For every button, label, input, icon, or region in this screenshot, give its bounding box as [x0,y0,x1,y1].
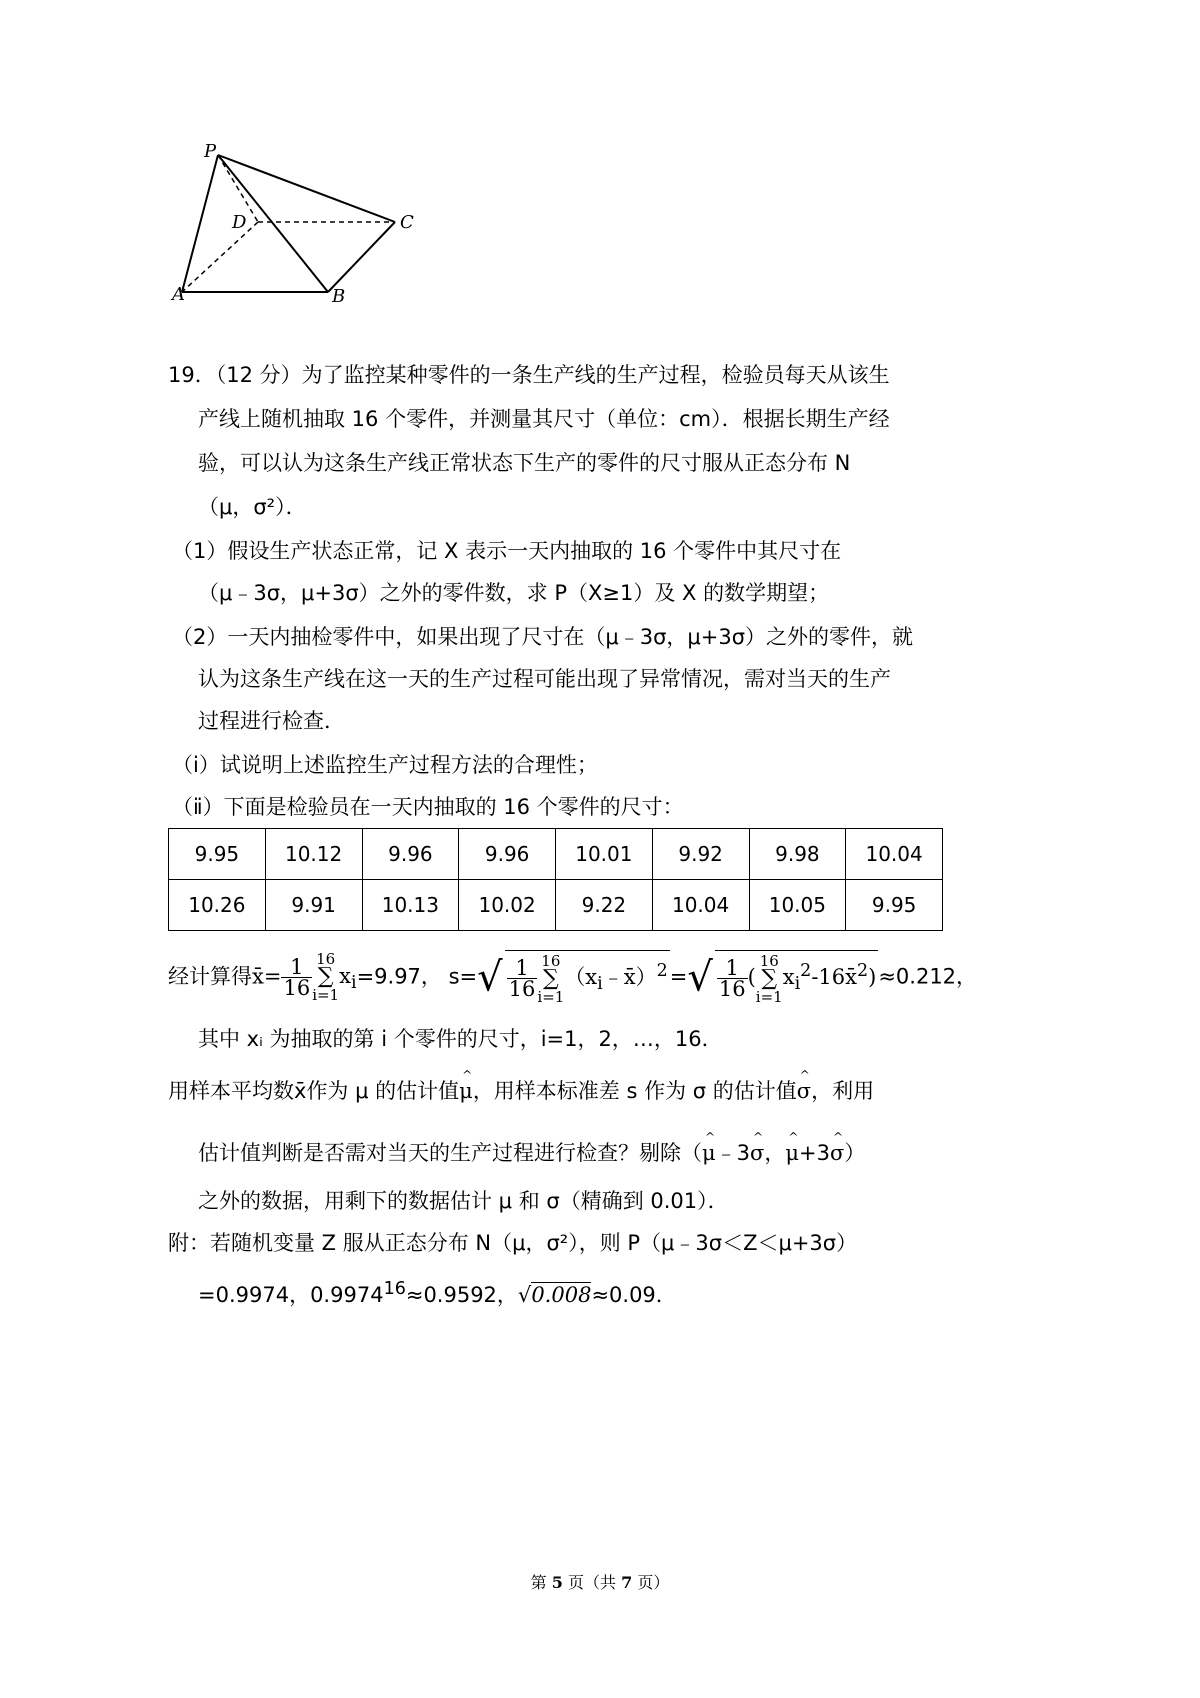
part2-line-2: 认为这条生产线在这一天的生产过程可能出现了异常情况，需对当天的生产 [198,667,891,691]
sigma-hat: ^ σ [797,1076,811,1106]
radical-sign: √ [477,954,503,1001]
fraction-denominator-c: 16 [718,977,746,1001]
label-a: A [172,284,185,305]
summation [312,951,339,1003]
problem-line-3: 验，可以认为这条生产线正常状态下生产的零件的尺寸服从正态分布 N [198,451,851,475]
footer-text-a: 第 [530,1573,552,1592]
table-cell: 10.04 [652,880,749,931]
dev-sub: i [597,974,603,995]
table-cell: 10.05 [749,880,846,931]
fraction-1-16 [281,954,312,1000]
part2-line-3: 过程进行检查． [198,709,345,733]
table-cell: 10.26 [169,880,266,931]
paren-open: ( [747,965,756,989]
mu-hat-3: ^ μ [785,1138,799,1168]
sub-question-ii: （ⅱ）下面是检验员在一天内抽取的 16 个零件的尺寸： [172,795,684,819]
summation-c [756,953,783,1005]
table-cell: 9.96 [459,829,556,880]
xbar-square: 2 [856,961,869,981]
estimate-text-e: ，利用 [811,1079,875,1103]
table-cell: 10.01 [556,829,653,880]
footer-text-c: 页） [632,1573,670,1592]
xi-term [339,964,357,994]
edge-pa [182,155,218,292]
table-row [169,880,943,931]
fraction-denominator-b: 16 [508,977,536,1001]
edge-da [182,222,258,292]
measurements-table-body [169,829,943,931]
label-d: D [232,212,247,233]
sum-lower-b: i=1 [537,987,565,1006]
summation-b [537,953,564,1005]
part2-line-1: （2）一天内抽检零件中，如果出现了尺寸在（μ﹣3σ，μ+3σ）之外的零件，就 [172,625,914,649]
problem-line-2: 产线上随机抽取 16 个零件，并测量其尺寸（单位：cm）．根据长期生产经 [198,407,890,431]
equals-2: = [669,964,688,989]
stats-prefix: 经计算得 [168,964,252,989]
appendix-line-2 [198,1274,677,1310]
estimate2-comma: ， [764,1141,786,1165]
estimate-text-c: 作为 μ 的估计值 [306,1079,460,1103]
table-cell: 9.22 [556,880,653,931]
footer-page-number: 5 [551,1573,563,1592]
sigma-hat-2: ^ σ [750,1138,764,1168]
sigma-symbol-c: ∑ [761,965,778,991]
where-line: 其中 xᵢ 为抽取的第 i 个零件的尺寸，i=1，2，…，16． [198,1027,723,1051]
table-cell: 10.12 [265,829,362,880]
pyramid-figure [170,140,470,330]
table-cell: 10.13 [362,880,459,931]
statistics-formula [168,950,977,1005]
estimate2-minus3: ﹣3 [715,1141,751,1165]
table-cell: 9.92 [652,829,749,880]
fraction-numerator-b: 1 [507,958,538,979]
xbar-symbol: x̄ [294,1079,307,1103]
problem-number: 19． [168,363,216,387]
measurements-table [168,828,943,931]
footer-total-pages: 7 [621,1573,633,1592]
fraction-denominator: 16 [283,975,311,1000]
sqrt-alt-variance [715,950,878,1005]
mu-hat-2: ^ μ [702,1138,716,1168]
table-cell: 9.95 [846,880,943,931]
appendix-line-1: 附：若随机变量 Z 服从正态分布 N（μ，σ²），则 P（μ﹣3σ＜Z＜μ+3σ） [168,1231,858,1255]
xbar-equals: x̄= [252,964,282,989]
estimate-line-1 [168,1076,874,1106]
mu-hat: ^ μ [459,1076,473,1106]
sum-lower-c: i=1 [755,987,783,1006]
estimate2-close: ） [844,1141,866,1165]
xi2-sub: i [794,974,801,995]
s-equals: s= [448,964,478,989]
sigma-symbol: ∑ [317,964,334,990]
table-row [169,829,943,880]
label-c: C [400,212,414,233]
xi2-sup: 2 [800,961,812,981]
fraction-numerator: 1 [281,957,312,978]
estimate-line-2 [198,1138,865,1168]
table-cell: 10.04 [846,829,943,880]
appendix-text-a: =0.9974，0.9974 [198,1283,384,1307]
sub-question-i: （ⅰ）试说明上述监控生产过程方法的合理性； [172,753,598,777]
sum-lower: i=1 [312,986,340,1005]
estimate-text-a: 用样本平均数 [168,1079,294,1103]
xi-var: x [339,964,351,989]
page-footer [0,1570,1200,1593]
problem-line-1 [168,360,890,390]
table-cell: 9.96 [362,829,459,880]
problem-text: （12 分）为了监控某种零件的一条生产线的生产过程，检验员每天从该生 [215,363,890,387]
part1-line-2: （μ﹣3σ，μ+3σ）之外的零件数，求 P（X≥1）及 X 的数学期望； [198,581,830,605]
problem-line-4: （μ，σ²）． [198,495,307,519]
estimate2-plus3: +3 [799,1141,830,1165]
square: 2 [656,961,668,981]
xi-sub: i [350,973,357,994]
fraction-1-16-b [507,958,538,999]
fraction-1-16-c [717,958,748,999]
part1-line-1: （1）假设生产状态正常，记 X 表示一天内抽取的 16 个零件中其尺寸在 [172,539,842,563]
table-cell: 10.02 [459,880,556,931]
table-cell: 9.91 [265,880,362,931]
dev-term: （x [564,965,598,989]
label-p: P [204,141,217,162]
table-cell: 9.95 [169,829,266,880]
footer-text-b: 页（共 [562,1573,622,1592]
paren-close: ) [868,965,877,989]
minus-16-xbar: -16x̄ [811,965,857,989]
sqrt-radical: √ [517,1283,532,1307]
fraction-numerator-c: 1 [717,958,748,979]
edge-bc [328,222,395,292]
sigma-hat-3: ^ σ [830,1138,844,1168]
table-cell: 9.98 [749,829,846,880]
appendix-text-b: ≈0.9592， [405,1283,518,1307]
estimate-text-d: ，用样本标准差 s 作为 σ 的估计值 [472,1079,797,1103]
pyramid-diagram [170,140,470,330]
sigma-symbol-b: ∑ [542,965,559,991]
sqrt-variance [505,950,670,1005]
dev-term-2: ﹣x̄） [602,965,657,989]
label-b: B [332,286,346,307]
sum-upper: 16 [316,950,336,969]
estimate-line-3: 之外的数据，用剩下的数据估计 μ 和 σ（精确到 0.01）． [198,1189,729,1213]
estimate2-text-a: 估计值判断是否需对当天的生产过程进行检查？剔除（ [198,1141,702,1165]
radical-sign-2: √ [687,954,713,1001]
sum-upper-c: 16 [759,951,779,970]
approx-value: ≈0.212， [878,964,978,989]
mean-value: =9.97， [356,964,442,989]
sqrt-value: 0.008 [531,1283,592,1307]
xi2-var: x [782,965,795,989]
appendix-exponent: 16 [383,1279,406,1299]
appendix-text-c: ≈0.09． [591,1283,677,1307]
sum-upper-b: 16 [541,951,561,970]
